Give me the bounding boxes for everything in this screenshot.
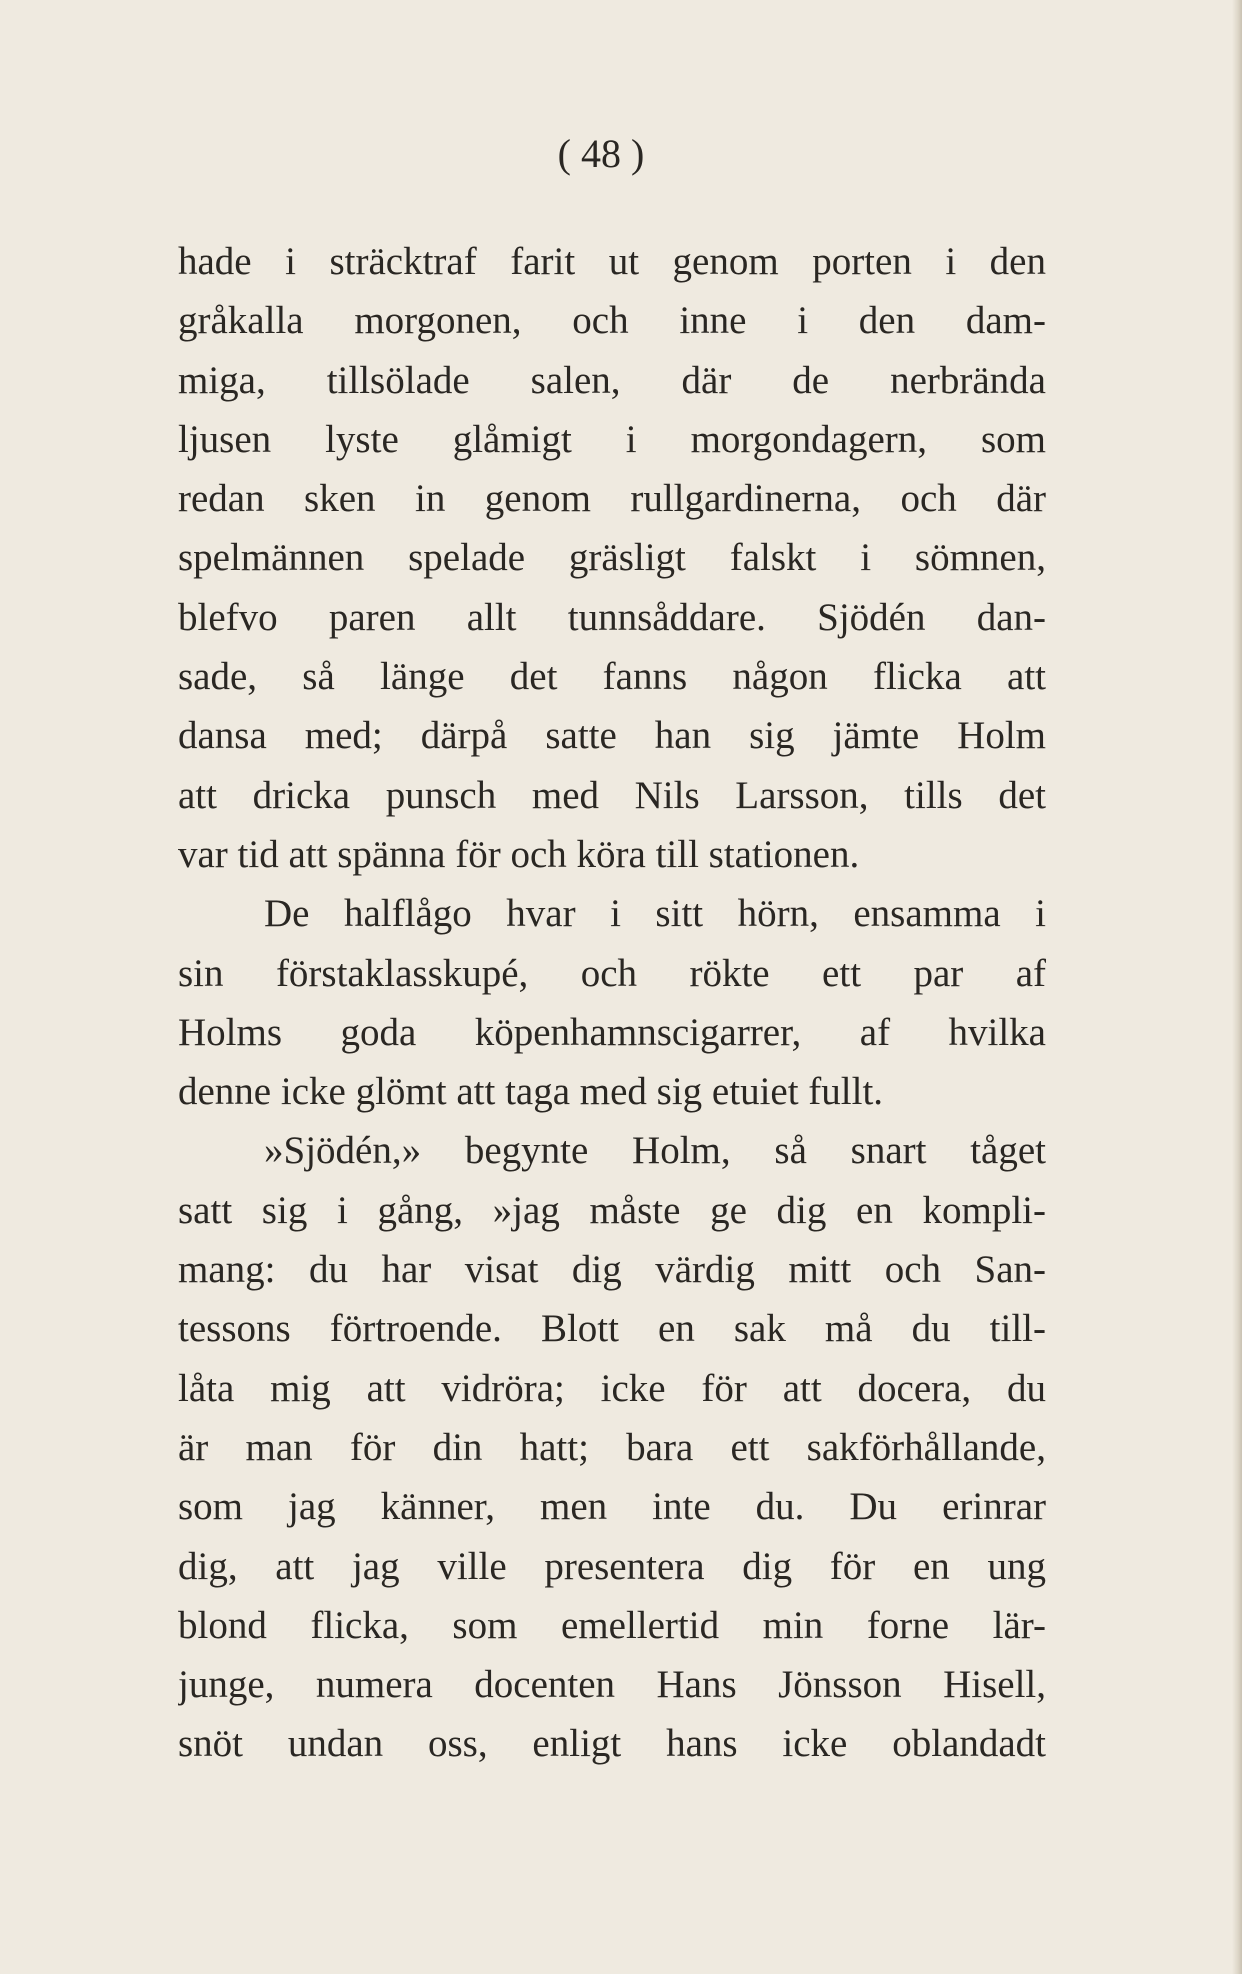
text-line: är man för din hatt; bara ett sakförhållande, [178, 1425, 1046, 1469]
text-line: snöt undan oss, enligt hans icke oblandadt [178, 1722, 1046, 1766]
text-line: gråkalla morgonen, och inne i den dam- [178, 299, 1046, 343]
text-line: som jag känner, men inte du. Du erinrar [178, 1485, 1046, 1529]
text-line: var tid att spänna för och köra till stationen. [178, 832, 860, 876]
text-line: denne icke glömt att taga med sig etuiet fullt. [178, 1070, 884, 1114]
text-line: satt sig i gång, »jag måste ge dig en kompli- [178, 1188, 1046, 1232]
text-line: blond flicka, som emellertid min forne lär- [178, 1603, 1046, 1647]
text-line: De halflågo hvar i sitt hörn, ensamma i [264, 892, 1046, 936]
body-text [178, 232, 1046, 1774]
text-line: mang: du har visat dig värdig mitt och San- [178, 1248, 1046, 1292]
text-line: Holms goda köpenhamnscigarrer, af hvilka [178, 1010, 1046, 1054]
text-line: miga, tillsölade salen, där de nerbrända [178, 358, 1046, 402]
text-line: sin förstaklasskupé, och rökte ett par af [178, 951, 1046, 995]
text-line: dig, att jag ville presentera dig för en ung [178, 1544, 1046, 1588]
text-line: låta mig att vidröra; icke för att docera, du [178, 1366, 1046, 1410]
text-line: dansa med; därpå satte han sig jämte Holm [178, 714, 1046, 758]
text-line: junge, numera docenten Hans Jönsson Hisell, [178, 1663, 1046, 1707]
text-line: sade, så länge det fanns någon flicka att [178, 655, 1046, 699]
text-line: tessons förtroende. Blott en sak må du till- [178, 1307, 1046, 1351]
text-line: »Sjödén,» begynte Holm, så snart tåget [264, 1129, 1046, 1173]
text-line: att dricka punsch med Nils Larsson, tills det [178, 773, 1046, 817]
text-line: redan sken in genom rullgardinerna, och där [178, 477, 1046, 521]
page-edge [1232, 0, 1242, 1974]
text-line: blefvo paren allt tunnsåddare. Sjödén dan- [178, 595, 1046, 639]
text-line: spelmännen spelade gräsligt falskt i sömnen, [178, 536, 1046, 580]
page-number: ( 48 ) [557, 131, 645, 176]
text-line: hade i sträcktraf farit ut genom porten i den [178, 240, 1046, 283]
text-line: ljusen lyste glåmigt i morgondagern, som [178, 417, 1046, 461]
